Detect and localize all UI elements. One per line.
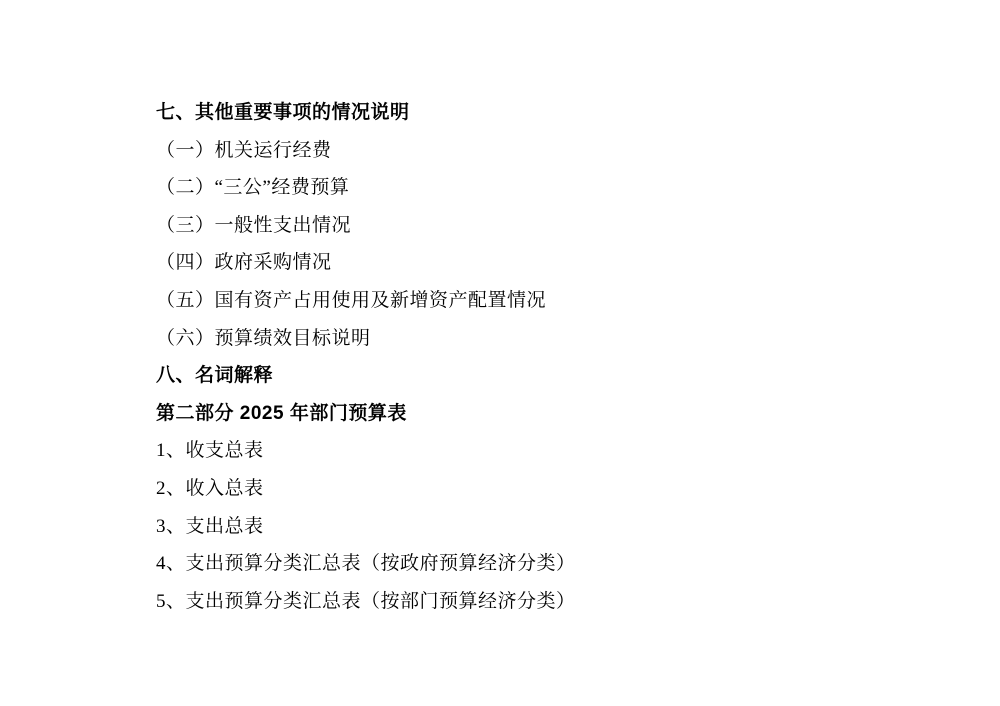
- toc-item-general-expenditure: （三）一般性支出情况: [156, 214, 352, 236]
- toc-item-budget-performance-targets: （六）预算绩效目标说明: [156, 327, 371, 349]
- toc-item-expenditure-summary-table: 3、支出总表: [156, 515, 264, 537]
- toc-item-expenditure-by-department-classification: 5、支出预算分类汇总表（按部门预算经济分类）: [156, 590, 576, 612]
- toc-item-state-owned-assets: （五）国有资产占用使用及新增资产配置情况: [156, 289, 547, 311]
- section-heading-other-important-matters: 七、其他重要事项的情况说明: [156, 102, 410, 123]
- toc-item-expenditure-by-government-classification: 4、支出预算分类汇总表（按政府预算经济分类）: [156, 553, 576, 575]
- toc-item-income-expenditure-summary-table: 1、收支总表: [156, 440, 264, 462]
- toc-item-income-summary-table: 2、收入总表: [156, 477, 264, 499]
- toc-item-three-public-expenses-budget: （二）“三公”经费预算: [156, 177, 350, 199]
- section-heading-part-two-budget-tables: 第二部分 2025 年部门预算表: [156, 402, 407, 424]
- toc-item-agency-operating-funds: （一）机关运行经费: [156, 139, 332, 161]
- section-heading-glossary: 八、名词解释: [156, 365, 274, 387]
- toc-item-government-procurement: （四）政府采购情况: [156, 252, 332, 274]
